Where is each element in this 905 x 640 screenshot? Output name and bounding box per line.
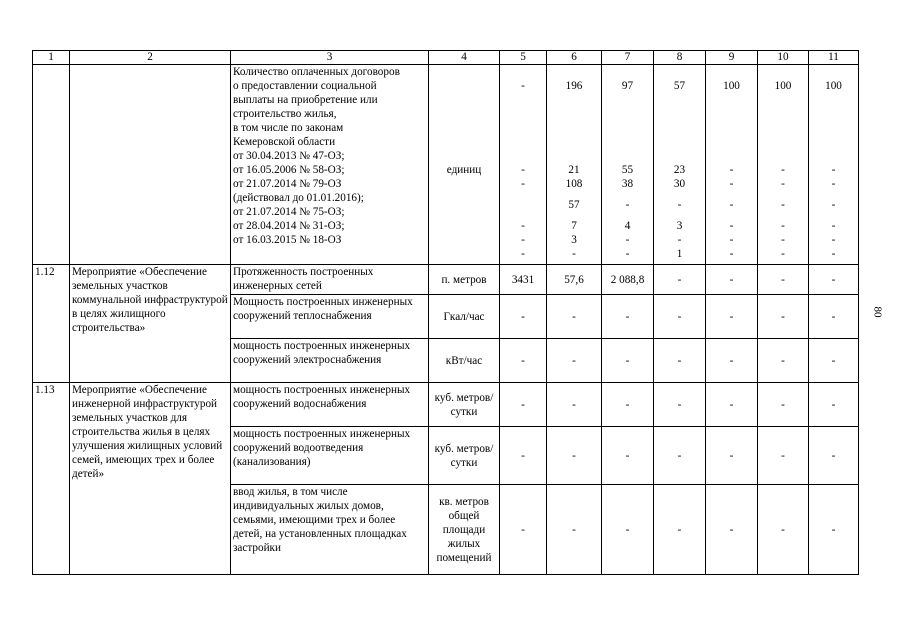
value-line: - (781, 220, 785, 232)
value-cell: - (547, 295, 602, 339)
row-number-cell: 1.13 (33, 383, 70, 575)
value-line: - (625, 234, 630, 246)
header-cell: 10 (758, 51, 809, 65)
value-cell: - (706, 295, 758, 339)
value-cell: - (602, 427, 654, 485)
value-line (549, 121, 599, 135)
value-cell: - (654, 295, 706, 339)
value-line: 23 (673, 164, 686, 176)
value-line: 97 (621, 80, 634, 92)
value-line (760, 107, 806, 121)
table-row-1-13-water (33, 383, 859, 427)
value-line (656, 107, 703, 121)
program-indicators-table (32, 50, 859, 575)
unit-cell: куб. метров/ сутки (429, 383, 500, 427)
value-cell: - (654, 339, 706, 383)
indicator-cell: мощность построенных инженерных сооружений водоотведения (канализования) (231, 427, 429, 485)
indicator-line: в том числе по законам (233, 122, 344, 134)
value-line (502, 121, 544, 135)
indicator-cell: мощность построенных инженерных сооружений водоснабжения (231, 383, 429, 427)
row-number-cell: 1.12 (33, 265, 70, 383)
value-line (708, 107, 755, 121)
value-cell (500, 65, 547, 265)
indicator-line: Количество оплаченных договоров (233, 66, 400, 78)
value-cell: - (809, 485, 859, 575)
value-line (760, 121, 806, 135)
value-line: - (729, 199, 734, 211)
value-line (811, 107, 856, 121)
value-cell: - (547, 427, 602, 485)
value-cell: - (500, 339, 547, 383)
header-cell: 7 (602, 51, 654, 65)
value-line: - (521, 248, 525, 260)
value-line (604, 121, 651, 135)
value-line (656, 121, 703, 135)
value-cell: - (654, 265, 706, 295)
header-cell: 3 (231, 51, 429, 65)
event-cell: Мероприятие «Обеспечение земельных участков коммунальной инфраструктурой в целях жилищного строительства» (70, 265, 231, 383)
table-row-1-12-networks (33, 265, 859, 295)
value-line (502, 191, 544, 219)
indicator-line: от 16.05.2006 № 58-ОЗ; (233, 164, 345, 176)
value-line: - (521, 178, 525, 190)
value-line: 100 (825, 80, 842, 92)
value-cell: - (500, 427, 547, 485)
value-cell: - (500, 383, 547, 427)
value-line: 196 (565, 80, 583, 92)
value-line (811, 135, 856, 149)
value-cell (602, 65, 654, 265)
unit-cell: Гкал/час (429, 295, 500, 339)
value-cell: - (706, 427, 758, 485)
value-cell: - (602, 485, 654, 575)
value-line: - (831, 220, 836, 232)
value-line (760, 135, 806, 149)
value-cell: - (654, 427, 706, 485)
value-cell: - (706, 339, 758, 383)
value-cell: - (758, 485, 809, 575)
value-line: - (521, 164, 525, 176)
value-cell: - (547, 485, 602, 575)
value-cell: - (547, 383, 602, 427)
value-line (502, 135, 544, 149)
value-line (549, 107, 599, 121)
header-cell: 11 (809, 51, 859, 65)
value-line (760, 149, 806, 163)
indicator-line: от 21.07.2014 № 75-ОЗ; (233, 206, 345, 218)
value-line (708, 121, 755, 135)
value-cell: - (809, 265, 859, 295)
value-line: - (781, 178, 785, 190)
indicator-cell: мощность построенных инженерных сооружений электроснабжения (231, 339, 429, 383)
value-line: 3 (571, 234, 577, 246)
value-line: - (781, 234, 785, 246)
value-line: 100 (723, 80, 740, 92)
value-cell: - (602, 295, 654, 339)
value-cell: - (758, 339, 809, 383)
value-cell: - (602, 383, 654, 427)
value-line: 4 (624, 220, 631, 232)
value-cell: 3431 (500, 265, 547, 295)
value-line: - (677, 199, 682, 211)
value-cell: - (809, 295, 859, 339)
value-line: 38 (621, 178, 634, 190)
value-line: - (677, 234, 682, 246)
value-line: - (521, 80, 525, 92)
value-cell: - (654, 383, 706, 427)
value-line (656, 135, 703, 149)
value-cell (706, 65, 758, 265)
value-line (502, 149, 544, 163)
value-line (604, 149, 651, 163)
header-cell: 6 (547, 51, 602, 65)
value-cell: 2 088,8 (602, 265, 654, 295)
value-line: 3 (676, 220, 683, 232)
column-number-header-row (33, 51, 859, 65)
value-cell: - (809, 339, 859, 383)
value-cell: - (654, 485, 706, 575)
event-cell: Мероприятие «Обеспечение инженерной инфраструктурой земельных участков для строительства жилья в целях улучшения жилищных условий семей, имеющих трех и более детей» (70, 383, 231, 575)
value-cell: - (547, 339, 602, 383)
value-line: - (572, 248, 576, 260)
indicator-line: о предоставлении социальной (233, 80, 377, 92)
header-cell: 1 (33, 51, 70, 65)
indicator-line: от 28.04.2014 № 31-ОЗ; (233, 220, 345, 232)
indicator-line: Кемеровской области (233, 136, 336, 148)
value-line: - (521, 220, 525, 232)
indicator-cell (231, 65, 429, 265)
value-line: - (625, 248, 630, 260)
value-line (549, 135, 599, 149)
value-line: - (781, 199, 785, 211)
value-line: 57 (568, 199, 580, 211)
value-line: - (729, 164, 734, 176)
value-cell: - (602, 339, 654, 383)
value-cell: - (809, 427, 859, 485)
page-number: 80 (871, 306, 884, 318)
value-cell: - (809, 383, 859, 427)
value-line: - (831, 234, 836, 246)
value-line: 21 (568, 164, 580, 176)
value-line (502, 107, 544, 121)
value-line: 30 (673, 178, 686, 190)
indicator-line: строительство жилья, (233, 108, 337, 120)
value-cell (758, 65, 809, 265)
value-cell (547, 65, 602, 265)
value-line: - (625, 199, 630, 211)
value-cell: - (706, 265, 758, 295)
value-line (708, 149, 755, 163)
unit-cell (429, 65, 500, 265)
value-line (604, 135, 651, 149)
value-line: - (781, 248, 785, 260)
value-line: 7 (571, 220, 577, 232)
unit-cell: кВт/час (429, 339, 500, 383)
value-cell: - (500, 295, 547, 339)
value-line: - (831, 178, 836, 190)
value-cell: - (500, 485, 547, 575)
indicator-line: (действовал до 01.01.2016); (233, 192, 364, 204)
value-line: 55 (621, 164, 634, 176)
header-cell: 2 (70, 51, 231, 65)
value-line: - (831, 248, 836, 260)
value-cell: 57,6 (547, 265, 602, 295)
value-line (811, 149, 856, 163)
indicator-cell: ввод жилья, в том числе индивидуальных жилых домов, семьями, имеющими трех и более детей, на установленных площадках застройки (231, 485, 429, 575)
value-line: - (729, 234, 734, 246)
unit-cell: куб. метров/ сутки (429, 427, 500, 485)
value-line: 57 (673, 80, 686, 92)
value-line (656, 149, 703, 163)
unit-text: единиц (446, 164, 482, 176)
value-cell: - (758, 383, 809, 427)
value-cell: - (758, 427, 809, 485)
unit-cell: п. метров (429, 265, 500, 295)
value-cell: - (758, 265, 809, 295)
value-line: - (729, 178, 734, 190)
event-cell (70, 65, 231, 265)
value-cell (654, 65, 706, 265)
value-line: - (729, 248, 734, 260)
value-line: - (781, 164, 785, 176)
row-number-cell (33, 65, 70, 265)
value-line (549, 149, 599, 163)
value-line (708, 135, 755, 149)
value-line (604, 107, 651, 121)
header-cell: 8 (654, 51, 706, 65)
value-cell: - (758, 295, 809, 339)
indicator-line: от 30.04.2013 № 47-ОЗ; (233, 150, 345, 162)
header-cell: 5 (500, 51, 547, 65)
value-cell: - (706, 383, 758, 427)
table-row-contracts (33, 65, 859, 265)
header-cell: 4 (429, 51, 500, 65)
value-cell (809, 65, 859, 265)
value-line (811, 121, 856, 135)
indicator-line: выплаты на приобретение или (233, 94, 378, 106)
indicator-line: от 21.07.2014 № 79-ОЗ (233, 178, 342, 190)
value-line: - (831, 199, 836, 211)
value-line: 108 (565, 178, 583, 190)
indicator-cell: Мощность построенных инженерных сооружений теплоснабжения (231, 295, 429, 339)
value-line: - (729, 220, 734, 232)
value-line: 1 (676, 248, 683, 260)
value-line: - (831, 164, 836, 176)
value-line: - (521, 234, 525, 246)
value-line: 100 (774, 80, 792, 92)
indicator-line: от 16.03.2015 № 18-ОЗ (233, 234, 342, 246)
value-cell: - (706, 485, 758, 575)
indicator-cell: Протяженность построенных инженерных сетей (231, 265, 429, 295)
unit-cell: кв. метров общей площади жилых помещений (429, 485, 500, 575)
header-cell: 9 (706, 51, 758, 65)
